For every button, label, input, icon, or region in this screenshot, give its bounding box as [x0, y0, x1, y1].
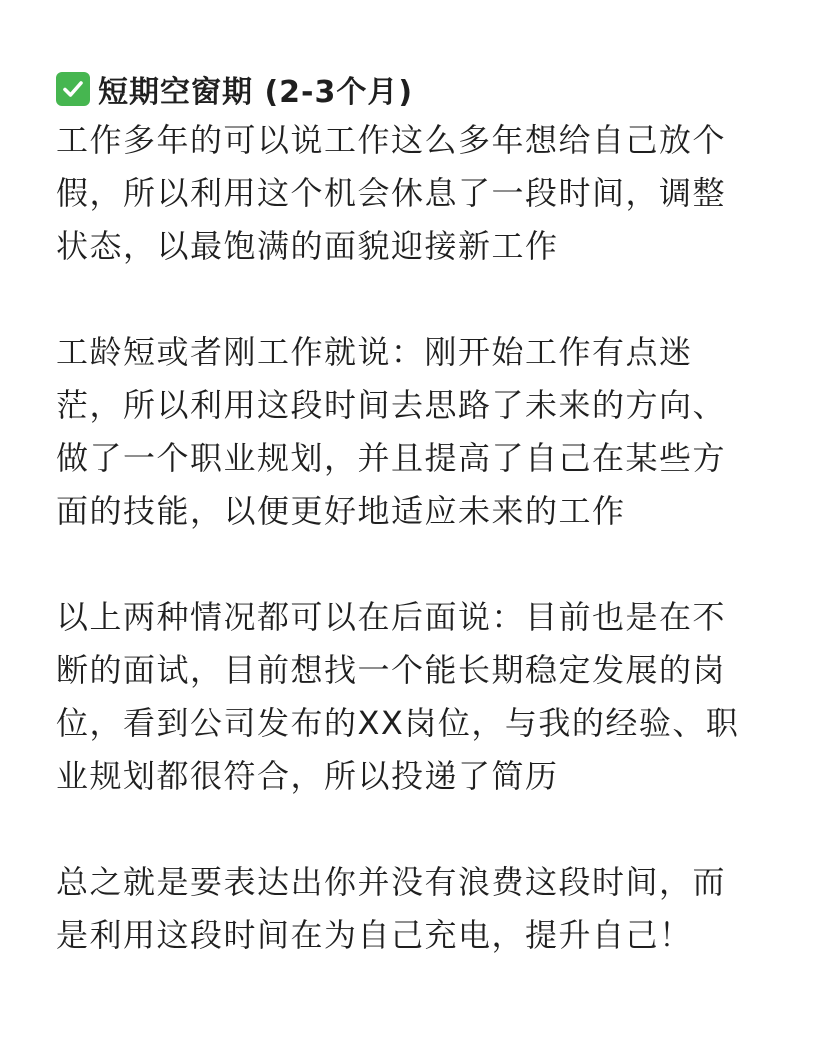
paragraph-short-tenure: [56, 326, 772, 538]
paragraph-line: 业规划都很符合，所以投递了简历: [56, 757, 559, 795]
paragraph-spacer: [56, 538, 772, 591]
paragraph-long-gap: [56, 114, 772, 273]
heading-text: 短期空窗期 (2-3个月): [98, 75, 414, 110]
paragraph-line: 工作多年的可以说工作这么多年想给自己放个: [56, 121, 727, 159]
paragraph-line: 状态，以最饱满的面貌迎接新工作: [56, 227, 559, 265]
paragraph-both-cases: [56, 591, 772, 803]
paragraph-line: 假，所以利用这个机会休息了一段时间，调整: [56, 174, 727, 212]
paragraph-spacer: [56, 273, 772, 326]
paragraph-line: 断的面试，目前想找一个能长期稳定发展的岗: [56, 651, 727, 689]
paragraph-line: 是利用这段时间在为自己充电，提升自己！: [56, 916, 693, 954]
paragraph-line: 以上两种情况都可以在后面说：目前也是在不: [56, 598, 727, 636]
paragraph-spacer: [56, 803, 772, 856]
paragraph-summary: [56, 856, 772, 962]
paragraph-line: 面的技能，以便更好地适应未来的工作: [56, 492, 626, 530]
section-heading: [56, 64, 772, 114]
paragraph-line: 工龄短或者刚工作就说：刚开始工作有点迷: [56, 333, 693, 371]
check-mark-icon: [56, 72, 90, 106]
paragraph-line: 茫，所以利用这段时间去思路了未来的方向、: [56, 386, 727, 424]
paragraph-line: 做了一个职业规划，并且提高了自己在某些方: [56, 439, 727, 477]
paragraph-line: 总之就是要表达出你并没有浪费这段时间，而: [56, 863, 727, 901]
paragraph-line: 位，看到公司发布的XX岗位，与我的经验、职: [56, 704, 740, 742]
